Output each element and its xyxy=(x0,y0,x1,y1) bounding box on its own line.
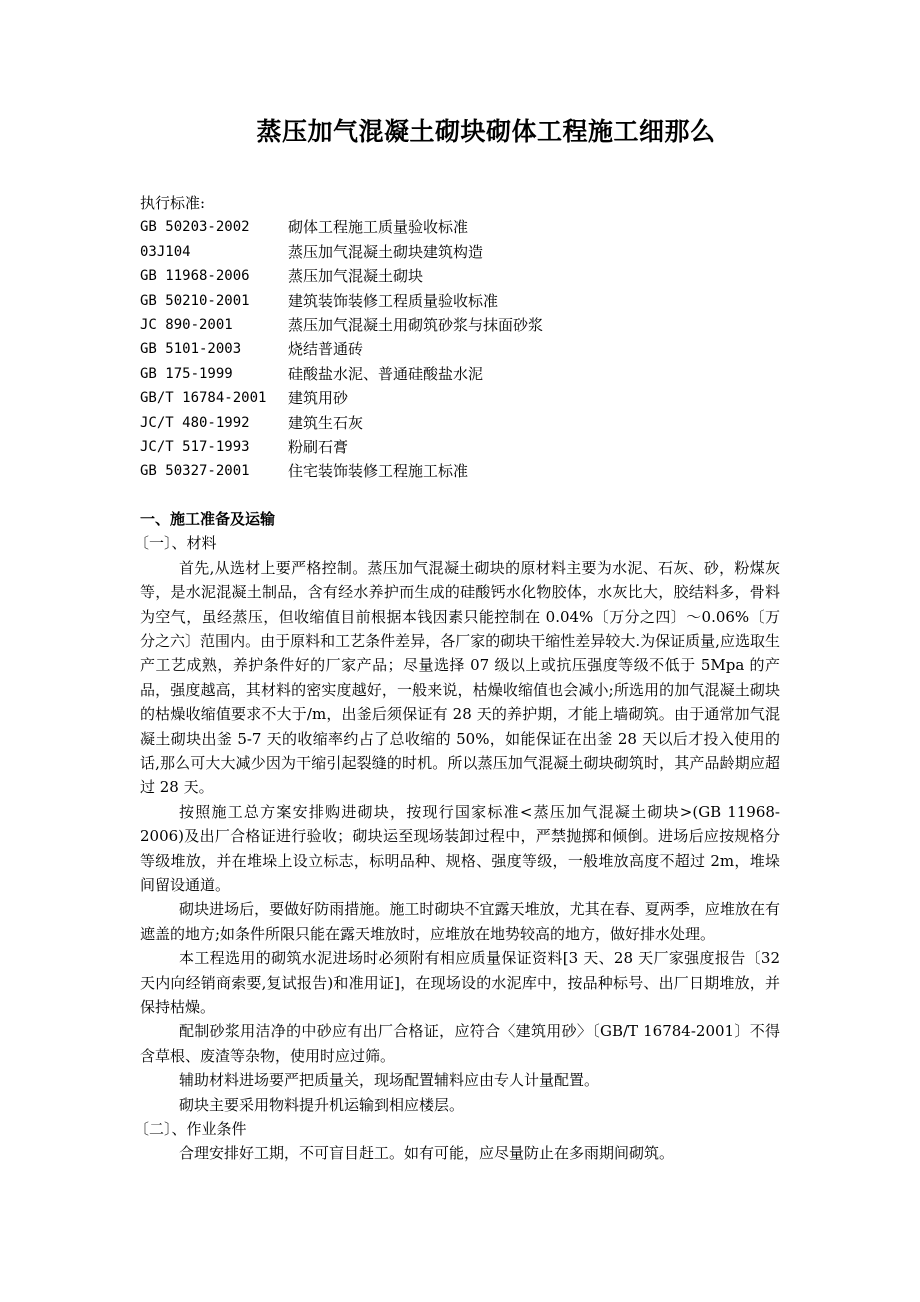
standard-row xyxy=(140,240,780,264)
standard-code: JC/T 480-1992 xyxy=(140,414,250,431)
standard-code: JC 890-2001 xyxy=(140,317,233,334)
subsection-heading-conditions: 〔二〕、作业条件 xyxy=(134,1120,247,1139)
standards-label: 执行标准: xyxy=(140,194,206,212)
standard-code: GB 50210-2001 xyxy=(140,292,250,309)
standard-row xyxy=(140,435,780,459)
standard-code: JC/T 517-1993 xyxy=(140,439,250,456)
standard-row xyxy=(140,386,780,410)
standard-code: GB 50327-2001 xyxy=(140,463,250,480)
paragraph: 按照施工总方案安排购进砌块，按现行国家标准<蒸压加气混凝土砌块>(GB 11968-2006)及出厂合格证进行验收；砌块运至现场装卸过程中，严禁抛掷和倾倒。进场后应按规格分等级堆放，并在堆垛上设立标志，标明品种、规格、强度等级，一般堆放高度不超过 2m，堆垛间留设通道。 xyxy=(140,802,780,894)
standard-code: GB 5101-2003 xyxy=(140,341,242,358)
paragraph: 本工程选用的砌筑水泥进场时必须附有相应质量保证资料[3 天、28 天厂家强度报告〔32 天内向经销商索要,复试报告)和准用证]，在现场设的水泥库中，按品种标号、出厂日期堆放，并保持枯燥。 xyxy=(140,949,780,1016)
standard-name: 建筑装饰装修工程质量验收标准 xyxy=(288,291,499,310)
standard-code: GB 175-1999 xyxy=(140,365,233,382)
standard-name: 蒸压加气混凝土砌块 xyxy=(288,267,424,286)
paragraph: 砌块主要采用物料提升机运输到相应楼层。 xyxy=(179,1095,465,1114)
standard-row xyxy=(140,215,780,239)
standard-row xyxy=(140,411,780,435)
standard-row xyxy=(140,362,780,386)
standard-row xyxy=(140,313,780,337)
document-body xyxy=(134,191,780,1166)
standard-code: 03J104 xyxy=(140,243,191,260)
paragraph: 辅助材料进场要严把质量关，现场配置辅料应由专人计量配置。 xyxy=(179,1071,600,1090)
standard-row xyxy=(140,459,780,483)
standards-list xyxy=(140,215,780,483)
standard-name: 蒸压加气混凝土用砌筑砂浆与抹面砂浆 xyxy=(288,316,544,335)
standard-row xyxy=(140,289,780,313)
standard-row xyxy=(140,337,780,361)
standard-code: GB/T 16784-2001 xyxy=(140,390,267,407)
standard-name: 粉刷石膏 xyxy=(288,438,349,457)
standard-code: GB 50203-2002 xyxy=(140,219,250,236)
paragraph: 首先,从选材上要严格控制。蒸压加气混凝土砌块的原材料主要为水泥、石灰、砂，粉煤灰等，是水泥混凝土制品，含有经水养护而生成的硅酸钙水化物胶体，水灰比大，胶结料多，骨料为空气，虽经蒸压，但收缩值目前根据本钱因素只能控制在 0.04%〔万分之四〕～0.06%〔万分之六〕范围内。由于原料和工艺条件差异，各厂家的砌块干缩性差异较大.为保证质量,应选取生产工艺成熟，养护条件好的厂家产品；尽量选择 07 级以上或抗压强度等级不低于 5Mpa 的产品，强度越高，其材料的密实度越好，一般来说，枯燥收缩值也会减小;所选用的加气混凝土砌块的枯燥收缩值要求不大于/m，出釜后须保证有 28 天的养护期，才能上墙砌筑。由于通常加气混凝土砌块出釜 5-7 天的收缩率约占了总收缩的 50%，如能保证在出釜 28 天以后才投入使用的话,那么可大大减少因为干缩引起裂缝的时机。所以蒸压加气混凝土砌块砌筑时，其产品龄期应超过 28 天。 xyxy=(140,558,780,797)
standard-name: 硅酸盐水泥、普通硅酸盐水泥 xyxy=(288,364,484,383)
document-title: 蒸压加气混凝土砌块砌体工程施工细那么 xyxy=(256,117,716,146)
standard-name: 蒸压加气混凝土砌块建筑构造 xyxy=(288,242,484,261)
standard-name: 建筑用砂 xyxy=(288,389,349,408)
section-heading: 一、施工准备及运输 xyxy=(140,509,276,528)
standard-name: 砌体工程施工质量验收标准 xyxy=(288,218,469,237)
standard-name: 建筑生石灰 xyxy=(288,413,364,432)
standard-name: 住宅装饰装修工程施工标准 xyxy=(288,462,469,481)
standard-row xyxy=(140,264,780,288)
standard-name: 烧结普通砖 xyxy=(288,340,364,359)
subsection-heading-materials: 〔一〕、材料 xyxy=(134,534,217,553)
paragraph: 配制砂浆用洁净的中砂应有出厂合格证，应符合〈建筑用砂〉〔GB/T 16784-2001〕不得含草根、废渣等杂物，使用时应过筛。 xyxy=(140,1022,780,1065)
paragraph: 砌块进场后，要做好防雨措施。施工时砌块不宜露天堆放，尤其在春、夏两季，应堆放在有遮盖的地方;如条件所限只能在露天堆放时，应堆放在地势较高的地方，做好排水处理。 xyxy=(140,900,780,943)
paragraph: 合理安排好工期，不可盲目赶工。如有可能，应尽量防止在多雨期间砌筑。 xyxy=(179,1144,675,1163)
standard-code: GB 11968-2006 xyxy=(140,268,250,285)
